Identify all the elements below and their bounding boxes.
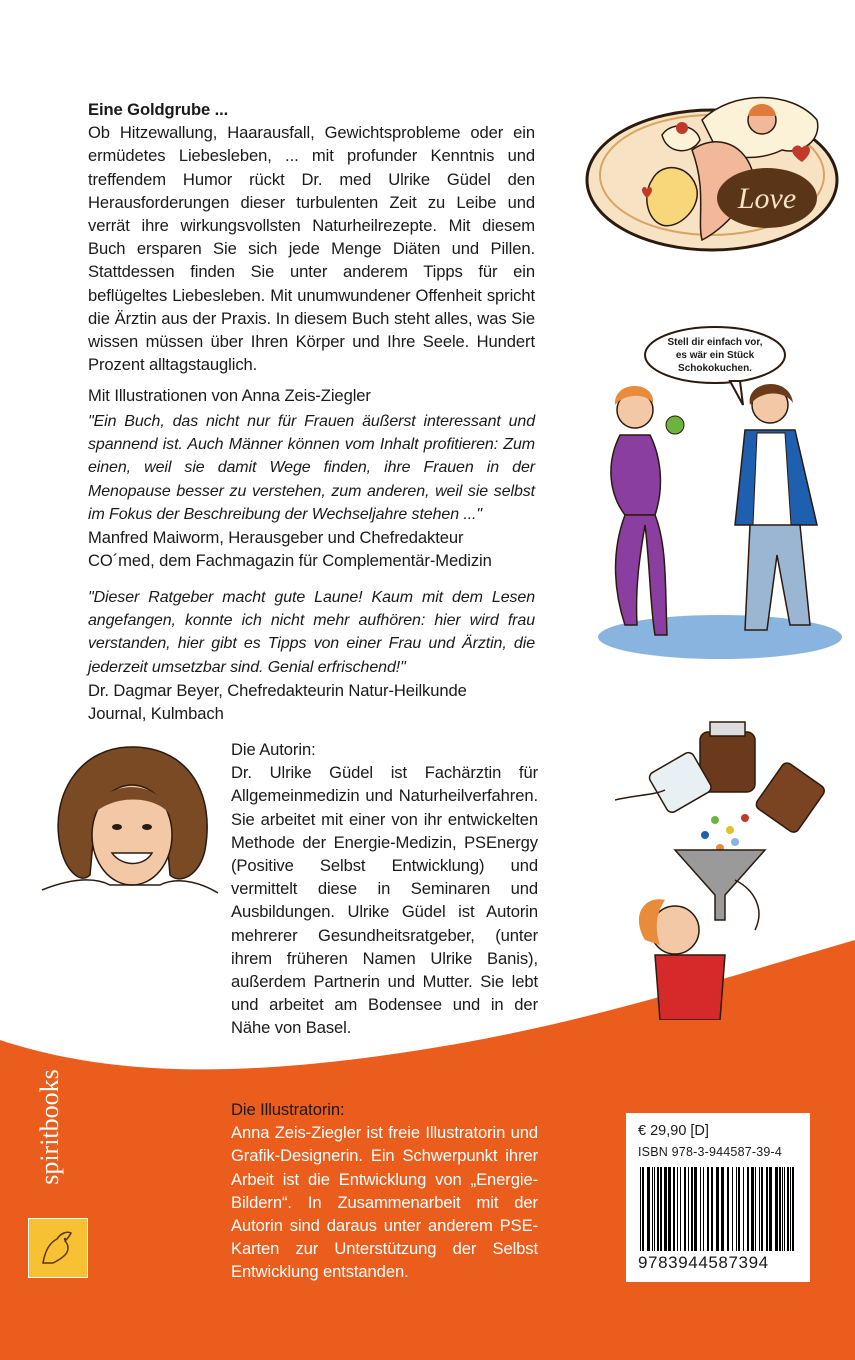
barcode-bar [782, 1167, 783, 1251]
barcode-bar [711, 1167, 713, 1251]
barcode-bar [787, 1167, 789, 1251]
price-label: € 29,90 [D] [638, 1123, 709, 1139]
illustrator-section [231, 1098, 538, 1284]
barcode-bar [743, 1167, 744, 1251]
barcode-bar [640, 1167, 641, 1251]
barcode-bar [721, 1167, 724, 1251]
barcode-bar [657, 1167, 659, 1251]
barcode-panel [626, 1113, 810, 1282]
intro-body: Ob Hitzewallung, Haarausfall, Gewichtsprobleme oder ein ermüdetes Liebesleben, ... mit profunder Kenntnis und treffendem Humor rückt Dr. med Ulrike Güdel den Herausforderungen dieser turbulenten Zeit zu Leibe und verrät ihre wirkungsvollsten Naturheilrezepte. Mit diesem Buch ersparen Sie sich jede Menge Diäten und Pillen. Stattdessen finden Sie unter anderem Tipps für ein beflügeltes Liebesleben. Mit unumwundener Offenheit spricht die Ärztin aus der Praxis. In diesem Buch steht alles, was Sie wissen müssen über Ihren Körper und Ihre Seele. Hundert Prozent alltagstauglich. [88, 123, 535, 375]
barcode-bar [747, 1167, 749, 1251]
barcode-bar [694, 1167, 697, 1251]
barcode-bar [775, 1167, 778, 1251]
horse-logo-icon [29, 1219, 86, 1276]
svg-text:Stell dir einfach vor,: Stell dir einfach vor, [667, 337, 763, 348]
barcode-bar [707, 1167, 709, 1251]
barcode-number: 9783944587394 [638, 1253, 769, 1272]
illustrations-note: Mit Illustrationen von Anna Zeis-Ziegler [88, 386, 371, 406]
cake-cartoon [582, 80, 847, 260]
illustrator-heading: Die Illustratorin: [231, 1100, 345, 1119]
barcode-bar [738, 1167, 740, 1251]
barcode-bar [792, 1167, 794, 1251]
svg-text:Schokokuchen.: Schokokuchen. [678, 363, 752, 374]
barcode-bar [673, 1167, 675, 1251]
barcode-bar [766, 1167, 768, 1251]
barcode-bar [759, 1167, 760, 1251]
barcode-bar [654, 1167, 655, 1251]
barcode-bar [688, 1167, 689, 1251]
isbn-label: ISBN 978-3-944587-39-4 [638, 1145, 783, 1159]
barcode-bar [700, 1167, 701, 1251]
quote-1 [88, 410, 535, 572]
quote-1-attribution-2: CO´med, dem Fachmagazin für Complementär-Medizin [88, 551, 492, 571]
intro-heading: Eine Goldgrube ... [88, 100, 229, 119]
quote-2 [88, 586, 535, 725]
barcode-bar [677, 1167, 678, 1251]
cake-love-lettering [717, 168, 817, 228]
quote-2-text: "Dieser Ratgeber macht gute Laune! Kaum mit dem Lesen angefangen, konnte ich nicht mehr aufhören: hier wird frau verstanden, hier gibt es Tipps von einer Frau und Ärztin, die jederzeit umsetzbar sind. Genial erfrischend!" [88, 589, 535, 676]
author-heading: Die Autorin: [231, 740, 316, 759]
barcode-bar [664, 1167, 667, 1251]
barcode-bar [680, 1167, 681, 1251]
women-cartoon [595, 325, 850, 665]
svg-text:es wär ein Stück: es wär ein Stück [675, 350, 755, 361]
publisher-logo [28, 1218, 88, 1278]
barcode-bar [769, 1167, 772, 1251]
barcode-bar [761, 1167, 763, 1251]
barcode-bar [703, 1167, 704, 1251]
barcode-bar [732, 1167, 733, 1251]
quote-1-attribution-1: Manfred Maiworm, Herausgeber und Chefredakteur [88, 528, 464, 548]
barcode-bar [660, 1167, 662, 1251]
barcode-bar [652, 1167, 653, 1251]
barcode-bar [647, 1167, 650, 1251]
illustrator-body: Anna Zeis-Ziegler ist freie Illustratorin und Grafik-Designerin. Ein Schwerpunkt ihrer Arbeit ist die Entwicklung von „Energie-Bildern“. In Zusammenarbeit mit der Autorin sind daraus unter anderem PSE-Karten zur Unterstützung der Selbst Entwicklung entstanden. [231, 1123, 538, 1282]
barcode-bar [727, 1167, 729, 1251]
barcode-bar [642, 1167, 644, 1251]
svg-text:Love: Love [737, 182, 797, 215]
barcode-bar [784, 1167, 785, 1251]
author-section [231, 738, 538, 1040]
barcode-bar [716, 1167, 719, 1251]
publisher-spine [30, 1050, 70, 1210]
intro-section [88, 98, 535, 408]
author-body: Dr. Ulrike Güdel ist Fachärztin für Allgemeinmedizin und Naturheilverfahren. Sie arbeitet mit einer von ihr entwickelten Methode der Energie-Medizin, PSEnergy (Positive Selbst Entwicklung) und vermittelt diese in Seminaren und Ausbildungen. Ulrike Güdel ist Autorin mehrerer Gesundheitsratgeber, (unter ihrem früheren Namen Ulrike Banis), außerdem Partnerin und Mutter. Sie lebt und arbeitet am Bodensee und in der Nähe von Basel. [231, 763, 538, 1038]
quote-2-attribution-2: Journal, Kulmbach [88, 704, 224, 724]
barcode-bar [684, 1167, 686, 1251]
barcode-bar [790, 1167, 791, 1251]
barcode-graphic [638, 1167, 798, 1251]
barcode-bar [668, 1167, 671, 1251]
barcode-bar [736, 1167, 737, 1251]
barcode-bar [779, 1167, 781, 1251]
barcode-bar [691, 1167, 693, 1251]
pills-cartoon [615, 720, 850, 1020]
barcode-bar [751, 1167, 754, 1251]
publisher-name: spiritbooks [35, 1069, 64, 1185]
author-portrait [40, 735, 220, 905]
quote-1-text: "Ein Buch, das nicht nur für Frauen äußerst interessant und spannend ist. Auch Männer können vom Inhalt profitieren: Zum einen, weil sie damit Wege finden, ihre Frauen in der Menopause besser zu verstehen, zum anderen, weil sie selbst im Fokus der Beschreibung der Wechseljahre stehen ..." [88, 413, 535, 523]
barcode-bar [755, 1167, 756, 1251]
quote-2-attribution-1: Dr. Dagmar Beyer, Chefredakteurin Natur-Heilkunde [88, 680, 467, 700]
